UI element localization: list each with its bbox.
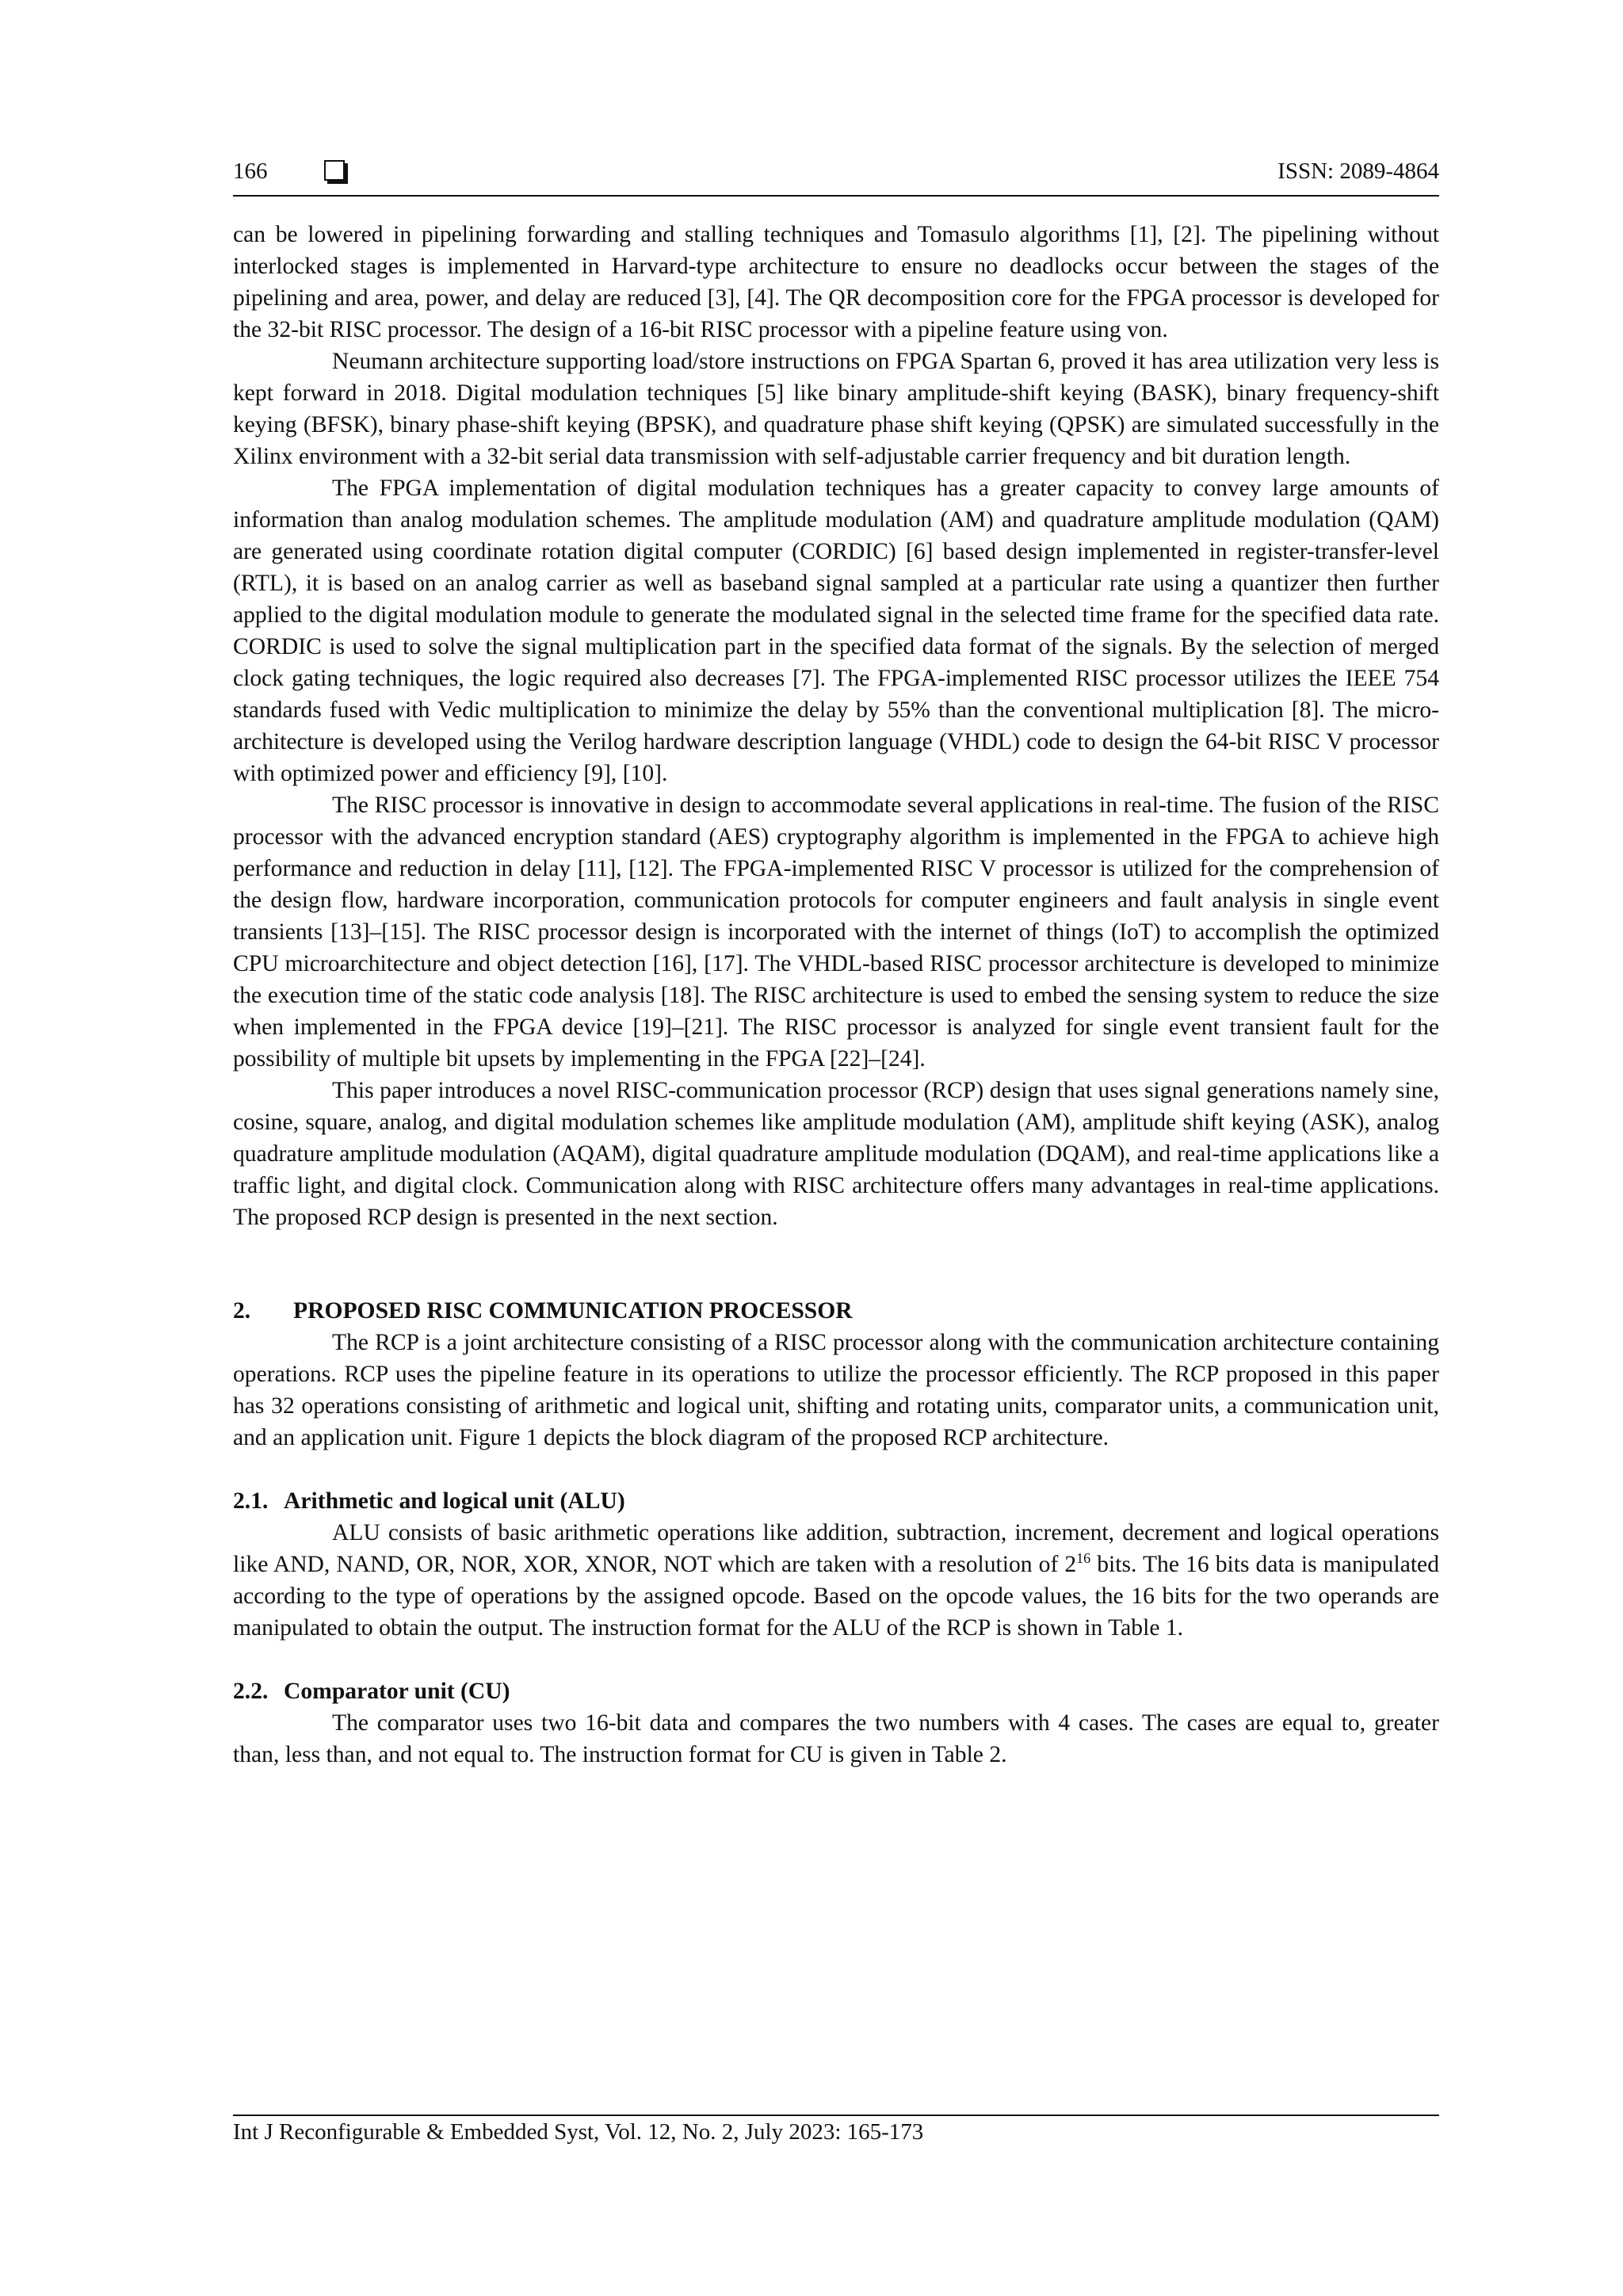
paragraph-risc-innovation: The RISC processor is innovative in design to accommodate several applications in real-time. The fusion of the RISC processor with the advanced encryption standard (AES) cryptography algorithm is implemented in the FPGA to achieve high performance and reduction in delay [11], [12]. The FPGA-implemented RISC V processor is utilized for the comprehension of the design flow, hardware incorporation, communication protocols for computer engineers and fault analysis in single event transients [13]–[15]. The RISC processor design is incorporated with the internet of things (IoT) to accomplish the optimized CPU microarchitecture and object detection [16], [17]. The VHDL-based RISC processor architecture is developed to minimize the execution time of the static code analysis [18]. The RISC architecture is used to embed the sensing system to reduce the size when implemented in the FPGA device [19]–[21]. The RISC processor is analyzed for single event transient fault for the possibility of multiple bit upsets by implementing in the FPGA [22]–[24].: [233, 793, 1439, 1072]
paragraph-fpga-modulation: The FPGA implementation of digital modulation techniques has a greater capacity to convey large amounts of information than analog modulation schemes. The amplitude modulation (AM) and quadrature amplitude modulation (QAM) are generated using coordinate rotation digital computer (CORDIC) [6] based design implemented in register-transfer-level (RTL), it is based on an analog carrier as well as baseband signal sampled at a particular rate using a quantizer then further applied to the digital modulation module to generate the modulated signal in the selected time frame for the specified data rate. CORDIC is used to solve the signal multiplication part in the specified data format of the signals. By the selection of merged clock gating techniques, the logic required also decreases [7]. The FPGA-implemented RISC processor utilizes the IEEE 754 standards fused with Vedic multiplication to minimize the delay by 55% than the conventional multiplication [8]. The micro-architecture is developed using the Verilog hardware description language (VHDL) code to design the 64-bit RISC V processor with optimized power and efficiency [9], [10].: [233, 476, 1439, 786]
paragraph-neumann: Neumann architecture supporting load/store instructions on FPGA Spartan 6, proved it has area utilization very less is kept forward in 2018. Digital modulation techniques [5] like binary amplitude-shift keying (BASK), binary frequency-shift keying (BFSK), binary phase-shift keying (BPSK), and quadrature phase shift keying (QPSK) are simulated successfully in the Xilinx environment with a 32-bit serial data transmission with self-adjustable carrier frequency and bit duration length.: [233, 349, 1439, 469]
checkbox-square-icon: [324, 160, 345, 181]
paragraph-continuation: can be lowered in pipelining forwarding and stalling techniques and Tomasulo algorithms [1], [2]. The pipelining without interlocked stages is implemented in Harvard-type architecture to ensure no deadlocks occur between the stages of the pipelining and area, power, and delay are reduced [3], [4]. The QR decomposition core for the FPGA processor is developed for the 32-bit RISC processor. The design of a 16-bit RISC processor with a pipeline feature using von.: [233, 222, 1439, 342]
subsection-title: Arithmetic and logical unit (ALU): [284, 1488, 625, 1514]
article-body: [233, 219, 1439, 1771]
section-number: 2.: [233, 1298, 251, 1324]
paragraph-comparator: The comparator uses two 16-bit data and compares the two numbers with 4 cases. The cases are equal to, greater than, less than, and not equal to. The instruction format for CU is given in Table 2.: [233, 1710, 1439, 1767]
section-heading-2: [233, 1295, 1439, 1327]
alu-text-end: bits. The 16 bits data is manipulated according to the type of operations by the assigned opcode. Based on the opcode values, the 16 bits for the two operands are manipulated to obtain the output. The instruction format for the ALU of the RCP is shown in Table 1.: [233, 1552, 1439, 1641]
journal-citation: Int J Reconfigurable & Embedded Syst, Vol. 12, No. 2, July 2023: 165-173: [233, 2119, 924, 2145]
subsection-title: Comparator unit (CU): [284, 1679, 510, 1704]
section-title: PROPOSED RISC COMMUNICATION PROCESSOR: [293, 1298, 853, 1324]
page-header: [233, 155, 1439, 197]
page-footer: [233, 2115, 1439, 2145]
subsection-number: 2.2.: [233, 1679, 269, 1704]
subsection-heading-2-1: [233, 1485, 1439, 1517]
exponent-superscript: 16: [1076, 1550, 1091, 1567]
alu-text-start: ALU consists of basic arithmetic operations like addition, subtraction, increment, decrement and logical operations like AND, NAND, OR, NOR, XOR, XNOR, NOT which are taken with a resolution of 2: [233, 1520, 1439, 1577]
subsection-number: 2.1.: [233, 1488, 269, 1514]
paragraph-paper-intro: This paper introduces a novel RISC-communication processor (RCP) design that uses signal generations namely sine, cosine, square, analog, and digital modulation schemes like amplitude modulation (AM), amplitude shift keying (ASK), analog quadrature amplitude modulation (AQAM), digital quadrature amplitude modulation (DQAM), and real-time applications like a traffic light, and digital clock. Communication along with RISC architecture offers many advantages in real-time applications. The proposed RCP design is presented in the next section.: [233, 1078, 1439, 1230]
issn-label: ISSN: 2089-4864: [1277, 159, 1439, 184]
page-number: 166: [233, 159, 268, 184]
paragraph-alu: [233, 1517, 1439, 1644]
subsection-heading-2-2: [233, 1675, 1439, 1707]
paragraph-section-2: The RCP is a joint architecture consisting of a RISC processor along with the communication architecture containing operations. RCP uses the pipeline feature in its operations to utilize the processor efficiently. The RCP proposed in this paper has 32 operations consisting of arithmetic and logical unit, shifting and rotating units, comparator units, a communication unit, and an application unit. Figure 1 depicts the block diagram of the proposed RCP architecture.: [233, 1330, 1439, 1450]
